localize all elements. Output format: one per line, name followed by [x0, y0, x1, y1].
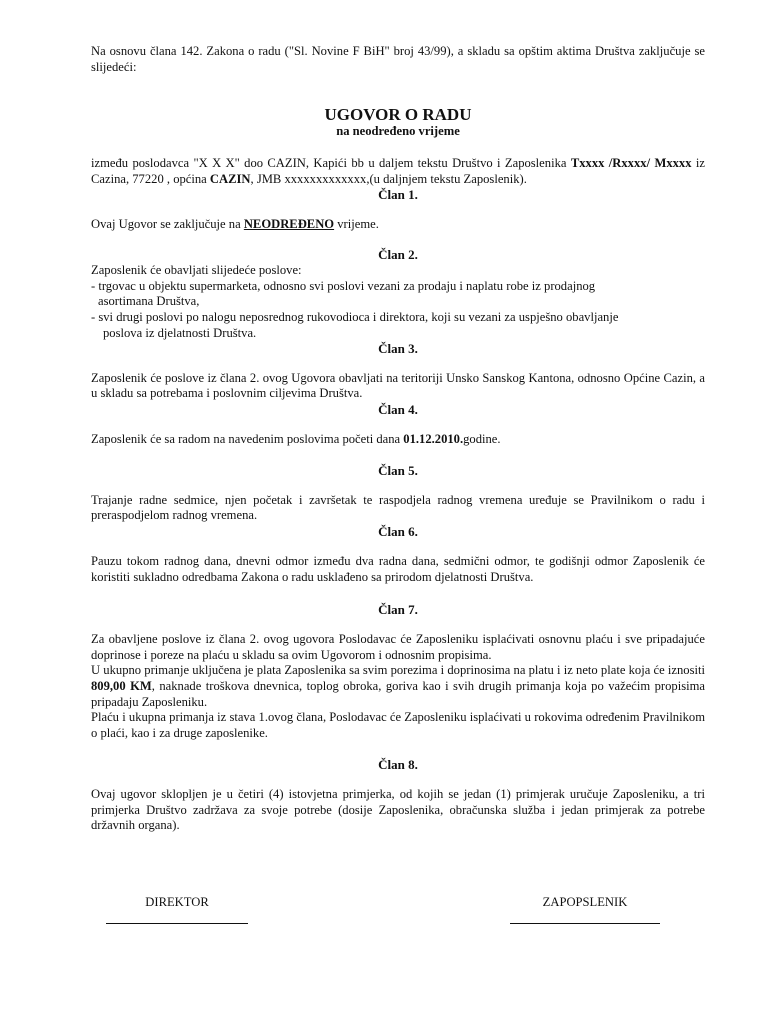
- article-6-text: Pauzu tokom radnog dana, dnevni odmor između dva radna dana, sedmični odmor, te godišnji odmor Zaposlenik će koristiti sukladno odredbama Zakona o radu usklađeno sa prirodom djelatnosti Društva.: [91, 554, 705, 585]
- article-2-item-2-cont: poslova iz djelatnosti Društva.: [103, 325, 257, 340]
- article-7-heading: Član 7.: [378, 601, 418, 617]
- article-4-heading: Član 4.: [378, 401, 418, 417]
- article-2-item-2: - svi drugi poslovi po nalogu neposrednog rukovodioca i direktora, koji su vezani za uspješno obavljanje: [91, 309, 619, 324]
- article-2-item-1-cont: asortimana Društva,: [98, 294, 200, 309]
- employee-signature: [510, 895, 660, 924]
- article-8-text: Ovaj ugovor sklopljen je u četiri (4) istovjetna primjerka, od kojih se jedan (1) primjerak uručuje Zaposleniku, a tri primjerka Društvo zadržava za svoje potrebe (dosije Zaposlenika, obračunska služba i jedan primjerak za potrebe državnih organa).: [91, 787, 705, 833]
- intro-paragraph: Na osnovu člana 142. Zakona o radu ("Sl. Novine F BiH" broj 43/99), a skladu sa opštim aktima Društva zaključuje se slijedeći:: [91, 44, 705, 74]
- article-2-lead: Zaposlenik će obavljati slijedeće poslove:: [91, 263, 302, 278]
- parties-paragraph: između poslodavca "X X X" doo CAZIN, Kapići bb u daljem tekstu Društvo i Zaposlenika Txxxx /Rxxxx/ Mxxxx iz Cazina, 77220 , općina CAZIN, JMB xxxxxxxxxxxxx,(u daljnjem tekstu Zaposlenik).: [91, 156, 705, 186]
- article-5-heading: Član 5.: [378, 463, 418, 479]
- article-2-heading: Član 2.: [378, 246, 418, 262]
- article-5-text: Trajanje radne sedmice, njen početak i završetak te raspodjela radnog vremena uređuje se Pravilnikom o radu i preraspodjelom radnog vremena.: [91, 492, 705, 523]
- document-title: UGOVOR O RADU: [324, 105, 472, 125]
- contract-term: NEODREĐENO: [243, 216, 335, 231]
- article-3-heading: Član 3.: [378, 341, 418, 357]
- article-7-para-2: U ukupno primanje uključena je plata Zaposlenika sa svim porezima i doprinosima na platu i iz neto plate koja će iznositi 809,00 KM, naknade troškova dnevnica, toplog obroka, goriva kao i svih drugih primanja koja po važećim propisima pripadaju Zaposleniku.: [91, 663, 705, 709]
- municipality: CAZIN: [209, 171, 251, 186]
- article-7-para-3: Plaću i ukupna primanja iz stava 1.ovog člana, Poslodavac će Zaposleniku isplaćivati u rokovima određenim Pravilnikom o plaći, kao i za druge zaposlenike.: [91, 710, 705, 740]
- article-1-text: Ovaj Ugovor se zaključuje na NEODREĐENO vrijeme.: [91, 216, 379, 231]
- article-2-item-1: - trgovac u objektu supermarketa, odnosno svi poslovi vezani za prodaju i naplatu robe iz prodajnog: [91, 278, 596, 293]
- article-7-para-1: Za obavljene poslove iz člana 2. ovog ugovora Poslodavac će Zaposleniku isplaćivati osnovnu plaću i sve pripadajuće doprinose i poreze na plaću u skladu sa ovim Ugovorom i odnosnim propisima.: [91, 632, 705, 662]
- contract-page: [91, 44, 705, 834]
- employee-name: Txxxx /Rxxxx/ Mxxxx: [570, 156, 692, 171]
- article-1-heading: Član 1.: [378, 187, 418, 203]
- document-subtitle: na neodređeno vrijeme: [336, 124, 460, 139]
- director-signature: [106, 895, 248, 924]
- article-3-text: Zaposlenik će poslove iz člana 2. ovog Ugovora obavljati na teritoriji Unsko Sanskog Kantona, odnosno Općine Cazin, a u skladu sa potrebama i poslovnim ciljevima Društva.: [91, 370, 705, 401]
- article-6-heading: Član 6.: [378, 523, 418, 539]
- salary-amount: 809,00 KM: [91, 679, 152, 694]
- employee-label: ZAPOPSLENIK: [542, 895, 628, 909]
- article-4-text: Zaposlenik će sa radom na navedenim poslovima početi dana 01.12.2010.godine.: [91, 431, 501, 446]
- director-signature-line: [106, 923, 248, 924]
- director-label: DIREKTOR: [145, 895, 209, 909]
- article-8-heading: Član 8.: [378, 757, 418, 773]
- employee-signature-line: [510, 923, 660, 924]
- start-date: 01.12.2010.: [403, 431, 464, 446]
